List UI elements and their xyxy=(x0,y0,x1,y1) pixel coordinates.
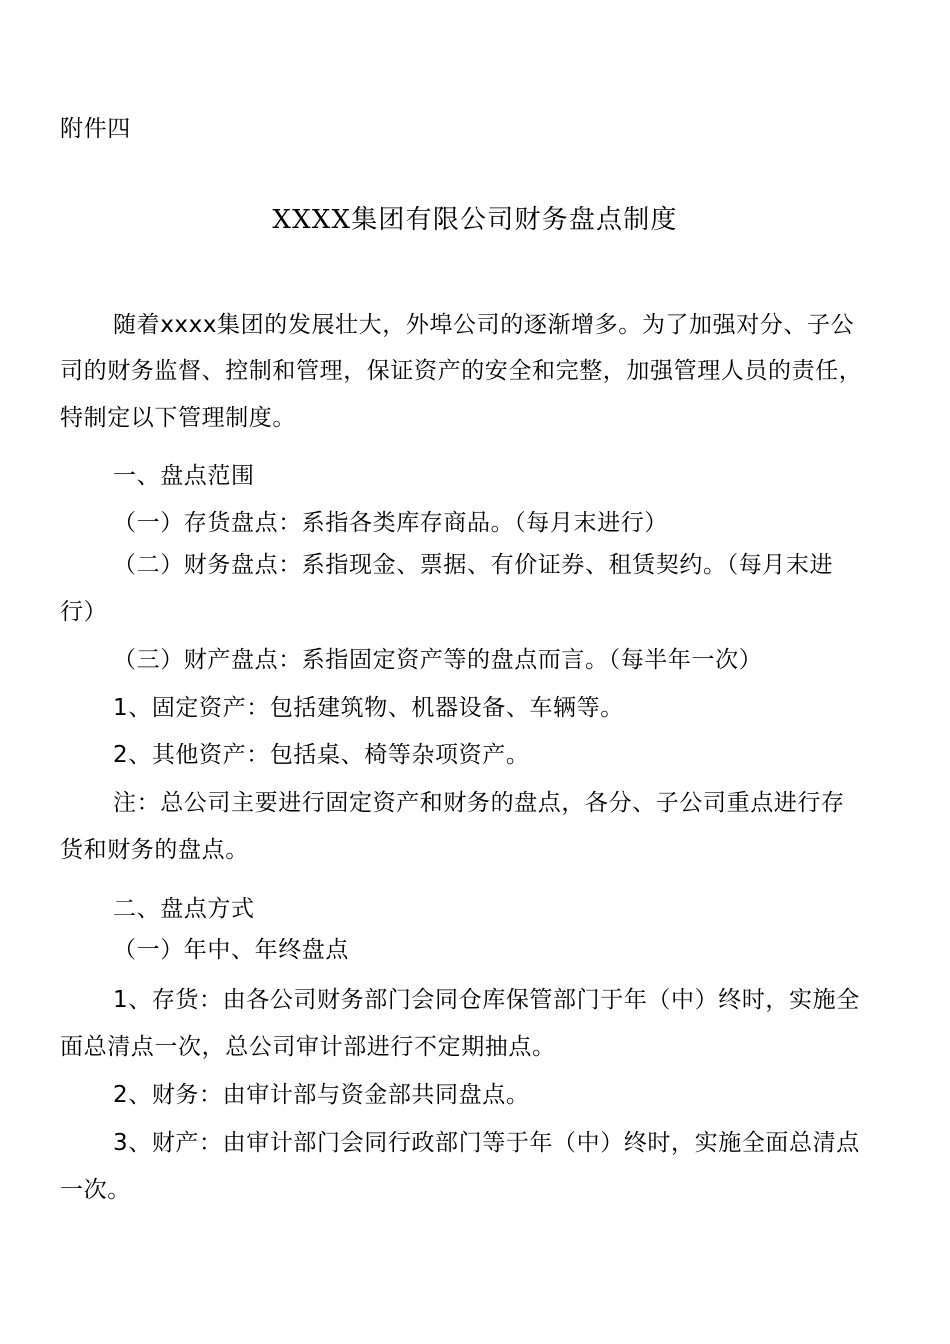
section-heading: 一、盘点范围 xyxy=(113,463,255,489)
list-item: 2、财务：由审计部与资金部共同盘点。 xyxy=(113,1082,530,1108)
paragraph-line: 司的财务监督、控制和管理，保证资产的安全和完整，加强管理人员的责任， xyxy=(60,358,863,384)
paragraph-line: 特制定以下管理制度。 xyxy=(60,405,296,431)
list-item: 1、固定资产：包括建筑物、机器设备、车辆等。 xyxy=(113,695,624,721)
sub-heading: （一）年中、年终盘点 xyxy=(113,937,349,963)
list-item: 3、财产：由审计部门会同行政部门等于年（中）终时，实施全面总清点 xyxy=(113,1130,860,1156)
list-item: （二）财务盘点：系指现金、票据、有价证券、租赁契约。（每月末进 xyxy=(113,552,834,578)
note-line: 注：总公司主要进行固定资产和财务的盘点，各分、子公司重点进行存 xyxy=(113,790,845,816)
list-item-continuation: 一次。 xyxy=(60,1177,131,1203)
list-item: 2、其他资产：包括桌、椅等杂项资产。 xyxy=(113,742,530,768)
list-item: （三）财产盘点：系指固定资产等的盘点而言。（每半年一次） xyxy=(113,647,763,673)
section-heading: 二、盘点方式 xyxy=(113,896,255,922)
list-item: （一）存货盘点：系指各类库存商品。（每月末进行） xyxy=(113,510,668,536)
list-item-continuation: 行） xyxy=(60,599,108,625)
document-title: XXXX集团有限公司财务盘点制度 xyxy=(272,205,678,235)
list-item: 1、存货：由各公司财务部门会同仓库保管部门于年（中）终时，实施全 xyxy=(113,987,860,1013)
note-line: 货和财务的盘点。 xyxy=(60,837,249,863)
annex-label: 附件四 xyxy=(60,116,131,142)
paragraph-line: 随着xxxx集团的发展壮大，外埠公司的逐渐增多。为了加强对分、子公 xyxy=(113,312,855,338)
list-item-continuation: 面总清点一次，总公司审计部进行不定期抽点。 xyxy=(60,1034,556,1060)
